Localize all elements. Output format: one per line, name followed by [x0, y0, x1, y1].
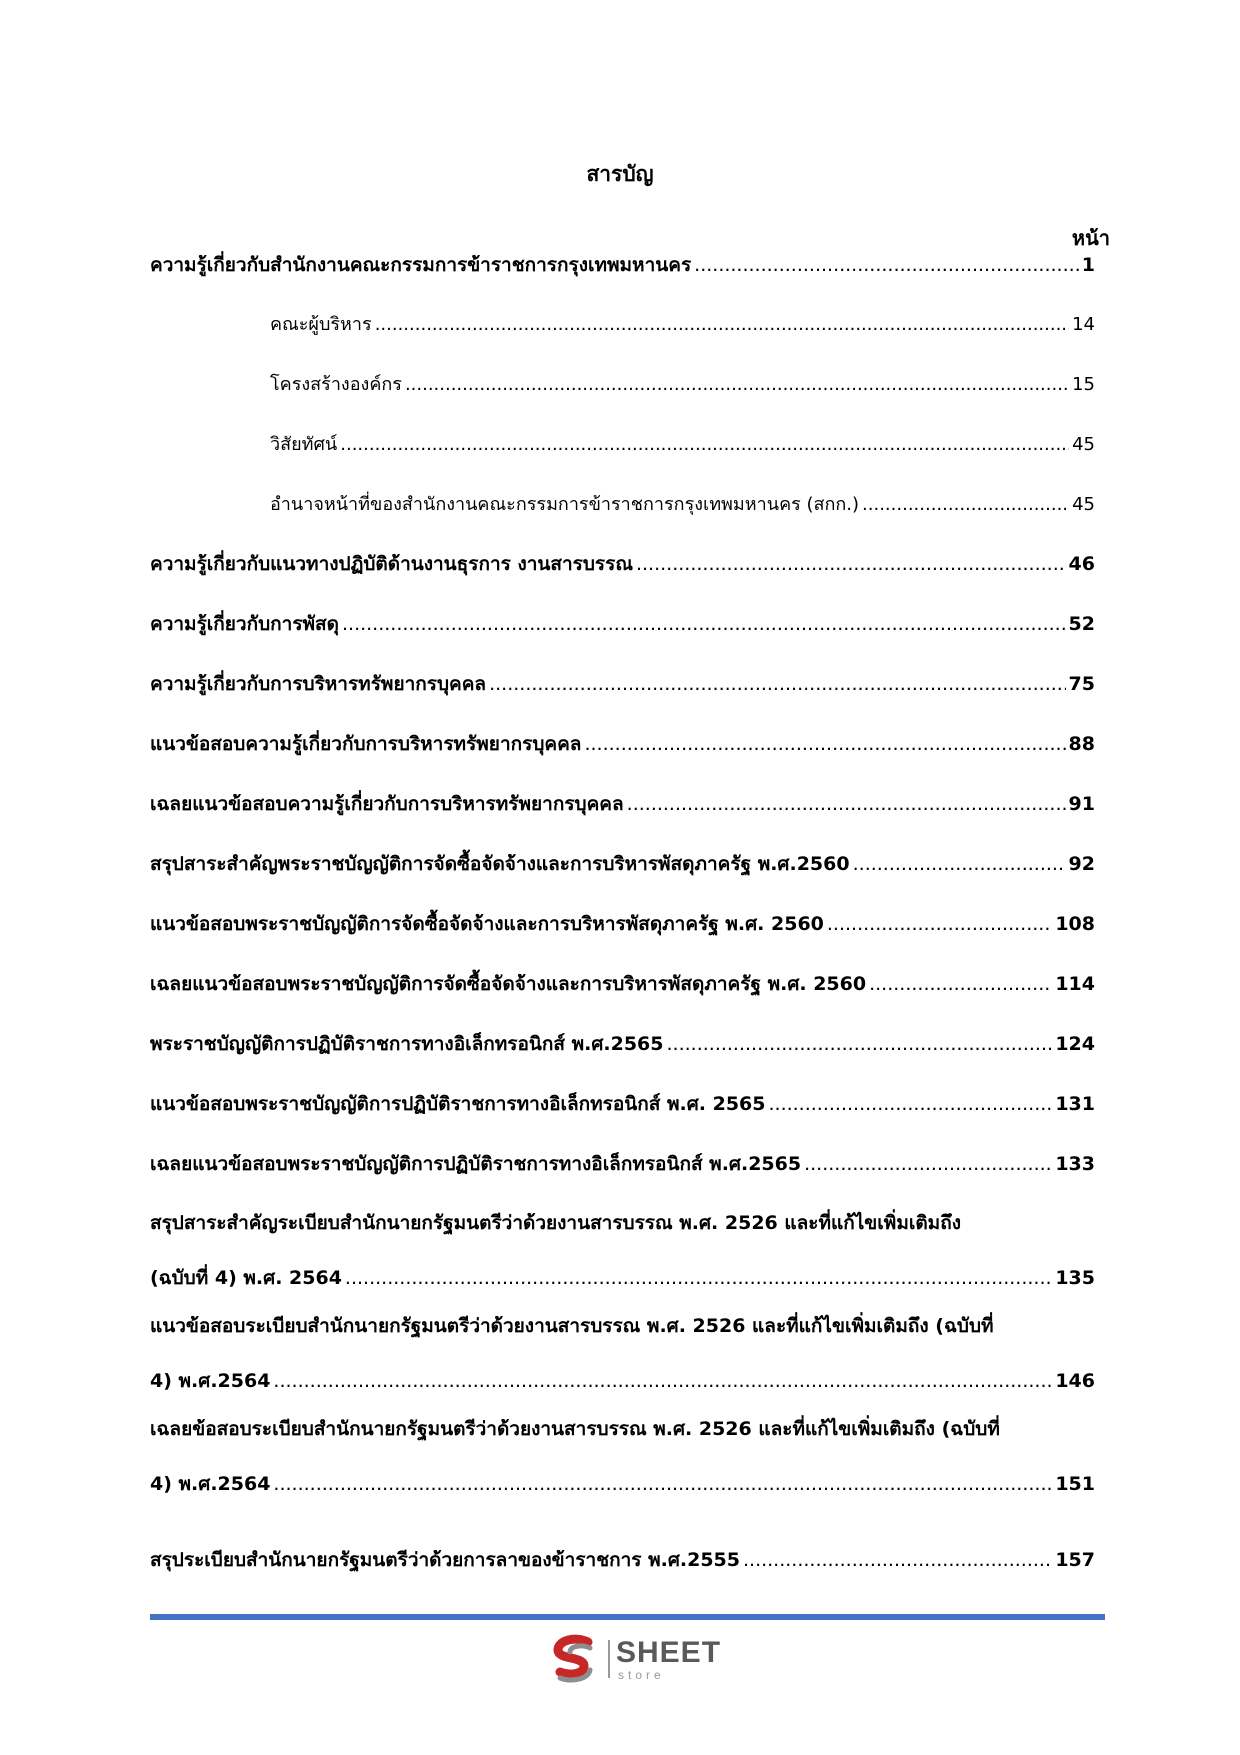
- toc-entry-title: สรุประเบียบสำนักนายกรัฐมนตรีว่าด้วยการลาของข้าราชการ พ.ศ.2555: [150, 1549, 740, 1571]
- leader-dots: [405, 374, 1069, 395]
- toc-entry-page: 146: [1055, 1370, 1095, 1392]
- toc-subentry[interactable]: [270, 429, 1095, 458]
- leader-dots: [768, 1093, 1052, 1115]
- toc-entry-title-cont: (ฉบับที่ 4) พ.ศ. 2564: [150, 1267, 342, 1289]
- toc-entry-page: 91: [1068, 793, 1095, 815]
- toc-subentry[interactable]: [270, 369, 1095, 398]
- toc-entry[interactable]: [150, 849, 1095, 879]
- toc-entry[interactable]: [150, 1029, 1095, 1059]
- leader-dots: [743, 1549, 1052, 1571]
- toc-entry-page: 45: [1072, 434, 1095, 455]
- toc-entry-title: ความรู้เกี่ยวกับการบริหารทรัพยากรบุคคล: [150, 673, 487, 695]
- toc-entry-title: ความรู้เกี่ยวกับการพัสดุ: [150, 613, 339, 635]
- leader-dots: [340, 434, 1069, 455]
- toc-entry-title: ความรู้เกี่ยวกับแนวทางปฏิบัติด้านงานธุรการ งานสารบรรณ: [150, 553, 633, 575]
- toc-entry-title: แนวข้อสอบพระราชบัญญัติการปฏิบัติราชการทางอิเล็กทรอนิกส์ พ.ศ. 2565: [150, 1093, 766, 1115]
- toc-entry-page: 131: [1055, 1093, 1095, 1115]
- toc-entry-multiline[interactable]: [150, 1311, 1095, 1396]
- leader-dots: [636, 553, 1066, 575]
- leader-dots: [627, 793, 1066, 815]
- toc-entry-title: เฉลยแนวข้อสอบพระราชบัญญัติการจัดซื้อจัดจ้างและการบริหารพัสดุภาครัฐ พ.ศ. 2560: [150, 973, 867, 995]
- leader-dots: [584, 733, 1065, 755]
- leader-dots: [273, 1473, 1052, 1495]
- leader-dots: [853, 853, 1066, 875]
- toc-entry-page: 92: [1068, 853, 1095, 875]
- toc-entry[interactable]: [150, 1089, 1095, 1119]
- toc-entry[interactable]: [150, 609, 1095, 639]
- toc-entry-page: 108: [1055, 913, 1095, 935]
- toc-entry[interactable]: [150, 909, 1095, 939]
- toc-entry-title-cont: 4) พ.ศ.2564: [150, 1370, 271, 1392]
- toc-entry[interactable]: [150, 969, 1095, 999]
- toc-entry-page: 46: [1068, 553, 1095, 575]
- leader-dots: [694, 254, 1079, 276]
- toc-entry-title: เฉลยแนวข้อสอบความรู้เกี่ยวกับการบริหารทรัพยากรบุคคล: [150, 793, 624, 815]
- toc-entry-title: สรุปสาระสำคัญพระราชบัญญัติการจัดซื้อจัดจ้างและการบริหารพัสดุภาครัฐ พ.ศ.2560: [150, 853, 850, 875]
- page-column-header: หน้า: [1071, 226, 1110, 250]
- logo-wordmark: SHEET: [616, 1636, 722, 1669]
- toc-entry-page: 88: [1068, 733, 1095, 755]
- toc-entry-page: 133: [1055, 1153, 1095, 1175]
- toc-entry[interactable]: [150, 549, 1095, 579]
- toc-entry-page: 124: [1055, 1033, 1095, 1055]
- toc-entry-page: 151: [1055, 1473, 1095, 1495]
- toc-entry-page: 114: [1055, 973, 1095, 995]
- toc-entry-multiline[interactable]: [150, 1414, 1095, 1499]
- toc-entry-title: โครงสร้างองค์กร: [270, 374, 402, 395]
- logo-divider: [608, 1640, 610, 1678]
- toc-entry-page: 1: [1081, 254, 1095, 276]
- toc-entry-page: 75: [1068, 673, 1095, 695]
- leader-dots: [804, 1153, 1052, 1175]
- toc-entry-title-cont: 4) พ.ศ.2564: [150, 1473, 271, 1495]
- toc-entry[interactable]: [150, 669, 1095, 699]
- table-of-contents: [150, 0, 1095, 1600]
- toc-entry-multiline[interactable]: [150, 1208, 1095, 1293]
- toc-entry-title: แนวข้อสอบระเบียบสำนักนายกรัฐมนตรีว่าด้วยงานสารบรรณ พ.ศ. 2526 และที่แก้ไขเพิ่มเติมถึง (ฉบับที่: [150, 1315, 994, 1337]
- toc-entry-title: แนวข้อสอบพระราชบัญญัติการจัดซื้อจัดจ้างและการบริหารพัสดุภาครัฐ พ.ศ. 2560: [150, 913, 824, 935]
- toc-subentry[interactable]: [270, 489, 1095, 518]
- leader-dots: [342, 613, 1066, 635]
- leader-dots: [827, 913, 1052, 935]
- toc-entry-page: 52: [1068, 613, 1095, 635]
- toc-entry-page: 45: [1072, 494, 1095, 515]
- leader-dots: [667, 1033, 1053, 1055]
- toc-entry[interactable]: [150, 250, 1095, 280]
- leader-dots: [375, 314, 1069, 335]
- toc-entry[interactable]: [150, 789, 1095, 819]
- logo-subtext: store: [618, 1668, 665, 1682]
- toc-entry-title: คณะผู้บริหาร: [270, 314, 372, 335]
- leader-dots: [869, 973, 1052, 995]
- toc-entry-title: วิสัยทัศน์: [270, 434, 338, 455]
- toc-entry-page: 15: [1072, 374, 1095, 395]
- toc-entry-page: 14: [1072, 314, 1095, 335]
- toc-entry-title: เฉลยแนวข้อสอบพระราชบัญญัติการปฏิบัติราชการทางอิเล็กทรอนิกส์ พ.ศ.2565: [150, 1153, 802, 1175]
- sheet-store-logo-icon: [548, 1634, 600, 1686]
- leader-dots: [345, 1267, 1052, 1289]
- toc-entry[interactable]: [150, 1545, 1095, 1575]
- footer-logo: [548, 1630, 728, 1690]
- toc-subentry[interactable]: [270, 309, 1095, 338]
- leader-dots: [273, 1370, 1052, 1392]
- toc-entry[interactable]: [150, 1149, 1095, 1179]
- toc-entry-page: 157: [1055, 1549, 1095, 1571]
- toc-entry-title: ความรู้เกี่ยวกับสำนักงานคณะกรรมการข้าราชการกรุงเทพมหานคร: [150, 254, 692, 276]
- leader-dots: [489, 673, 1065, 695]
- leader-dots: [862, 494, 1069, 515]
- toc-entry-title: อำนาจหน้าที่ของสำนักงานคณะกรรมการข้าราชการกรุงเทพมหานคร (สกก.): [270, 494, 860, 515]
- toc-entry-title: แนวข้อสอบความรู้เกี่ยวกับการบริหารทรัพยากรบุคคล: [150, 733, 582, 755]
- toc-entry[interactable]: [150, 729, 1095, 759]
- toc-entry-title: สรุปสาระสำคัญระเบียบสำนักนายกรัฐมนตรีว่าด้วยงานสารบรรณ พ.ศ. 2526 และที่แก้ไขเพิ่มเติมถึง: [150, 1212, 961, 1234]
- page-title: สารบัญ: [586, 162, 654, 186]
- toc-entry-title: พระราชบัญญัติการปฏิบัติราชการทางอิเล็กทรอนิกส์ พ.ศ.2565: [150, 1033, 664, 1055]
- toc-entry-title: เฉลยข้อสอบระเบียบสำนักนายกรัฐมนตรีว่าด้วยงานสารบรรณ พ.ศ. 2526 และที่แก้ไขเพิ่มเติมถึง (ฉบับที่: [150, 1418, 1000, 1440]
- toc-entry-page: 135: [1055, 1267, 1095, 1289]
- footer-rule: [150, 1614, 1105, 1620]
